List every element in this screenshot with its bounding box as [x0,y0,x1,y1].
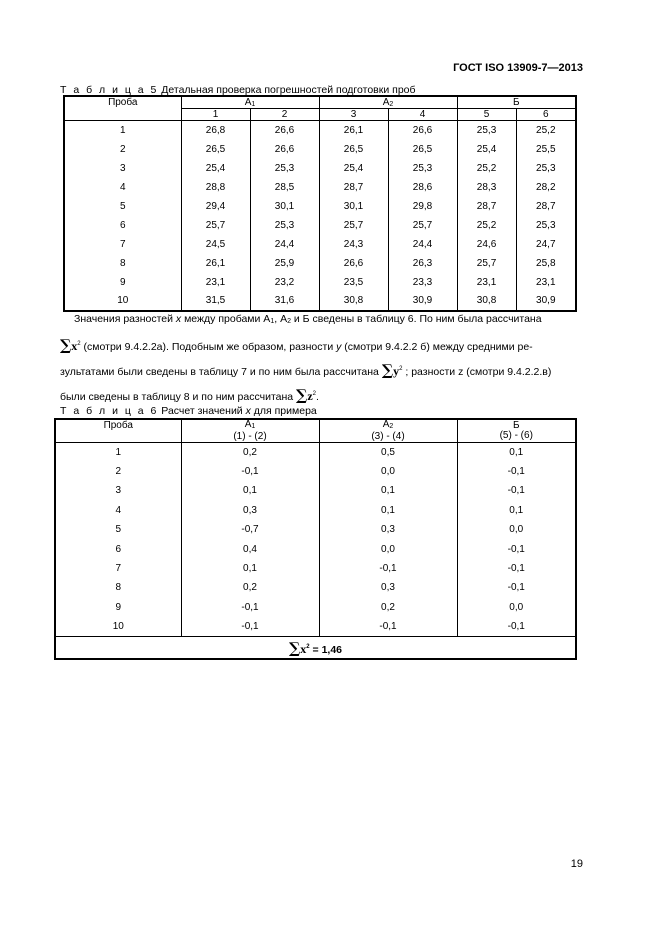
table6-cell: 0,2 [181,578,319,597]
table5-cell: 23,3 [388,273,457,292]
table6-cell: 0,4 [181,539,319,558]
table6-col-proba: Проба [55,419,181,443]
table5-cell: 24,4 [388,235,457,254]
table5-row-number: 9 [64,273,181,292]
sum-value: = 1,46 [312,643,343,656]
table5-cell: 28,3 [457,178,516,197]
table6-row-number: 10 [55,617,181,636]
table6 [54,418,577,660]
table6-cell: -0,1 [457,578,576,597]
table6-cell: 0,5 [319,443,457,462]
table5-cell: 24,5 [181,235,250,254]
table6-cell: 0,1 [457,501,576,520]
table5-subcol: 6 [516,109,576,121]
table5-row-number: 10 [64,292,181,311]
table5-cell: 23,1 [457,273,516,292]
table5-cell: 25,2 [516,121,576,140]
table5-cell: 25,3 [250,159,319,178]
table5-row [64,140,576,159]
table6-row [55,501,576,520]
table5-group-b: Б [457,96,576,109]
table5-cell: 26,5 [388,140,457,159]
table5-row-number: 5 [64,197,181,216]
table6-caption-prefix: Т а б л и ц а 6 [60,405,159,417]
table6-row [55,559,576,578]
table5-row [64,216,576,235]
table6-cell: 0,1 [319,501,457,520]
table6-row-number: 4 [55,501,181,520]
table5-cell: 26,3 [388,254,457,273]
table5-cell: 25,3 [250,216,319,235]
table5-cell: 28,5 [250,178,319,197]
table6-cell: -0,1 [457,539,576,558]
table5-cell: 25,3 [388,159,457,178]
table6-sum-cell: $\sum x^2 = 1,46$ [55,636,576,659]
table6-caption: Т а б л и ц а 6 Расчет значений x для примера [60,405,317,417]
table5-cell: 26,5 [181,140,250,159]
table6-row [55,443,576,462]
table5-caption-text: Детальная проверка погрешностей подготовки проб [161,84,416,96]
table5-cell: 28,8 [181,178,250,197]
paragraph-line-4: были сведены в таблицу 8 и по ним рассчитана $\sum z^2$. [60,386,319,404]
table5-subcol: 2 [250,109,319,121]
sum-z-squared: ∑ [296,386,308,404]
sum-y-squared: ∑ [381,361,394,379]
table5-cell: 24,4 [250,235,319,254]
table6-row [55,462,576,481]
table6-cell: -0,1 [181,462,319,481]
table5-group-a1: A1 [181,96,319,109]
table5-cell: 30,9 [516,292,576,311]
table6-cell: 0,1 [181,559,319,578]
table5-cell: 29,4 [181,197,250,216]
table5-cell: 25,7 [181,216,250,235]
body-paragraph [60,308,583,408]
table5-cell: 30,8 [457,292,516,311]
table5-cell: 28,7 [319,178,388,197]
table6-row-number: 6 [55,539,181,558]
table5-cell: 26,5 [319,140,388,159]
table5-row [64,178,576,197]
table5-cell: 25,7 [457,254,516,273]
table6-col-a2: A2 (3) - (4) [319,419,457,443]
table6-cell: 0,1 [319,481,457,500]
table5-cell: 28,2 [516,178,576,197]
table6-cell: 0,0 [457,598,576,617]
table6-cell: 0,3 [181,501,319,520]
table5-cell: 25,3 [516,159,576,178]
table6-row-number: 8 [55,578,181,597]
table6-cell: 0,3 [319,578,457,597]
table6-row [55,617,576,636]
table5-cell: 23,5 [319,273,388,292]
table6-sum-row [55,636,576,659]
table5-row [64,273,576,292]
table5-group-header [64,96,576,109]
table5-row-number: 1 [64,121,181,140]
table6-cell: -0,1 [319,617,457,636]
table5-cell: 30,1 [250,197,319,216]
table5-row [64,235,576,254]
table6-cell: 0,0 [457,520,576,539]
table5 [63,95,577,312]
table5-cell: 24,6 [457,235,516,254]
table5-cell: 31,6 [250,292,319,311]
table6-row-number: 3 [55,481,181,500]
sum-x-squared: ∑ [60,336,72,354]
table5-cell: 24,7 [516,235,576,254]
table5-row-number: 4 [64,178,181,197]
table5-cell: 30,1 [319,197,388,216]
table5-cell: 25,4 [181,159,250,178]
table5-cell: 30,9 [388,292,457,311]
table6-row-number: 1 [55,443,181,462]
table5-subcol: 3 [319,109,388,121]
table5-row [64,121,576,140]
standard-header: ГОСТ ISO 13909-7—2013 [453,62,583,74]
table6-cell: 0,2 [181,443,319,462]
paragraph-line-1: Значения разностей x между пробами А1, А2 и Б сведены в таблицу 6. По ним была рассчитана [74,313,542,325]
table5-cell: 25,2 [457,216,516,235]
paragraph-line-3: зультатами были сведены в таблицу 7 и по ним была рассчитана $\sum y^2$ ; разности z (смотри 9.4.2.2.в) [60,361,552,379]
table6-row [55,578,576,597]
table5-row-number: 2 [64,140,181,159]
table5-cell: 26,1 [181,254,250,273]
table6-cell: 0,1 [457,443,576,462]
table6-cell: -0,1 [457,559,576,578]
table6-cell: 0,2 [319,598,457,617]
table6-cell: -0,1 [457,481,576,500]
table6-cell: 0,3 [319,520,457,539]
table5-row-number: 7 [64,235,181,254]
table5-cell: 28,6 [388,178,457,197]
table5-subcol: 1 [181,109,250,121]
table5-cell: 26,6 [388,121,457,140]
table6-cell: -0,7 [181,520,319,539]
table5-cell: 25,2 [457,159,516,178]
table6-cell: -0,1 [457,617,576,636]
table5-cell: 23,2 [250,273,319,292]
paragraph-line-2: $\sum x^2$ (смотри 9.4.2.2а). Подобным же образом, разности y (смотри 9.4.2.2 б) между средними ре- [60,336,533,354]
table5-cell: 25,3 [457,121,516,140]
table6-col-b: Б (5) - (6) [457,419,576,443]
table5-cell: 23,1 [516,273,576,292]
table6-col-a1: A1 (1) - (2) [181,419,319,443]
table5-cell: 28,7 [457,197,516,216]
table5-row [64,197,576,216]
sum-x-squared: ∑ [288,638,301,657]
table5-row [64,254,576,273]
table6-cell: 0,1 [181,481,319,500]
table6-cell: 0,0 [319,539,457,558]
table5-cell: 26,8 [181,121,250,140]
table6-row-number: 9 [55,598,181,617]
table5-cell: 25,5 [516,140,576,159]
table5-cell: 24,3 [319,235,388,254]
table6-row [55,539,576,558]
table5-cell: 25,4 [457,140,516,159]
table6-row-number: 7 [55,559,181,578]
table6-cell: 0,0 [319,462,457,481]
table6-row-number: 5 [55,520,181,539]
table5-cell: 25,3 [516,216,576,235]
table5-row-number: 6 [64,216,181,235]
table5-group-a2: A2 [319,96,457,109]
table6-cell: -0,1 [181,617,319,636]
table6-row [55,520,576,539]
table5-subcol: 4 [388,109,457,121]
table5-cell: 26,6 [319,254,388,273]
table6-cell: -0,1 [457,462,576,481]
table6-row [55,598,576,617]
table5-cell: 30,8 [319,292,388,311]
table5-cell: 25,7 [319,216,388,235]
table5-cell: 25,7 [388,216,457,235]
table5-cell: 28,7 [516,197,576,216]
table5-cell: 25,8 [516,254,576,273]
table5-subcol: 5 [457,109,516,121]
table5-row-number: 3 [64,159,181,178]
table6-cell: -0,1 [181,598,319,617]
table5-cell: 26,1 [319,121,388,140]
table6-cell: -0,1 [319,559,457,578]
table6-header [55,419,576,443]
table5-cell: 29,8 [388,197,457,216]
table5-cell: 26,6 [250,121,319,140]
table5-caption-prefix: Т а б л и ц а 5 [60,84,159,96]
table5-cell: 26,6 [250,140,319,159]
table5-cell: 31,5 [181,292,250,311]
table5-cell: 23,1 [181,273,250,292]
table5-row-number: 8 [64,254,181,273]
table5-row [64,159,576,178]
page-number: 19 [570,858,583,870]
table6-row [55,481,576,500]
table5-cell: 25,4 [319,159,388,178]
table5-col-proba: Проба [64,96,181,121]
table5-cell: 25,9 [250,254,319,273]
table6-row-number: 2 [55,462,181,481]
